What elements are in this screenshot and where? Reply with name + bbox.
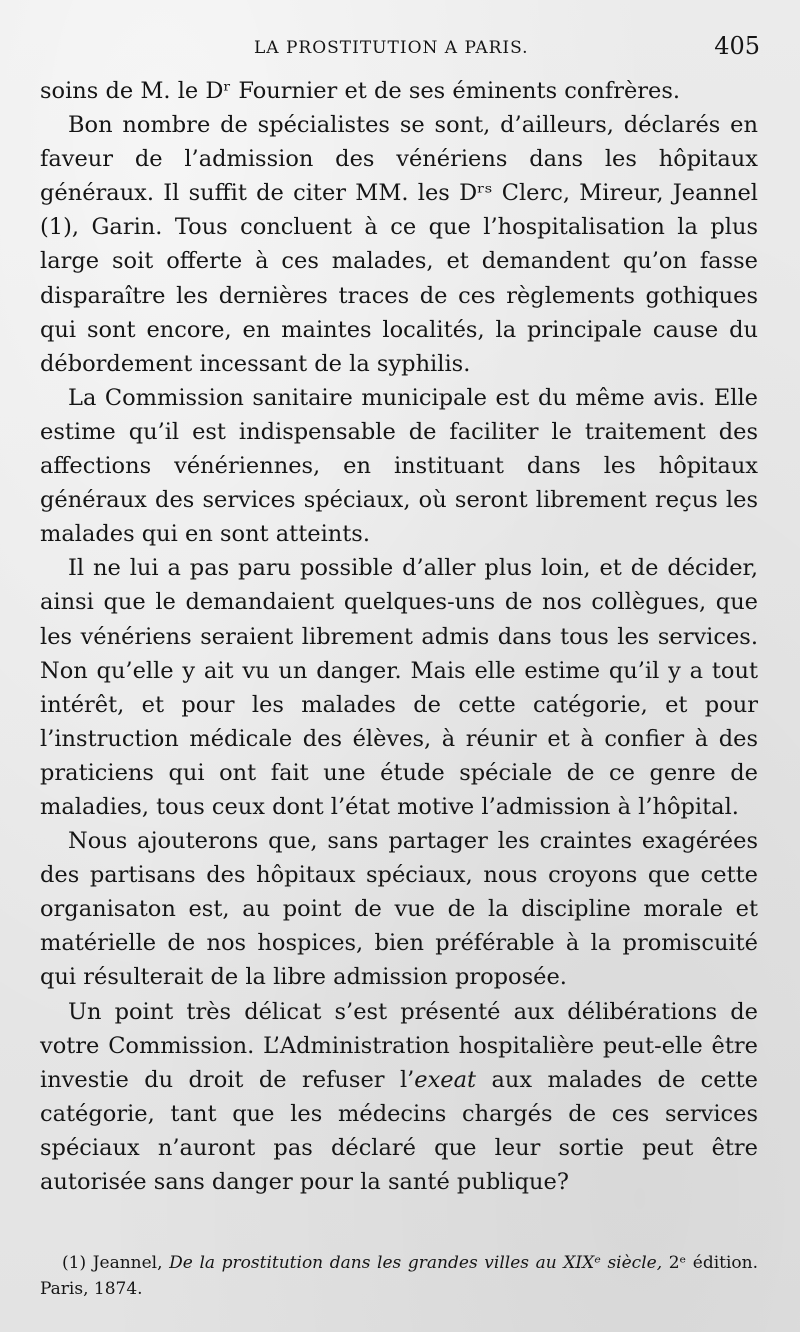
running-title: LA PROSTITUTION A PARIS. — [254, 38, 529, 58]
footnote-marker: (1) Jeannel, — [62, 1253, 170, 1273]
italic-term: exeat — [414, 1066, 477, 1093]
paragraph: La Commission sanitaire municipale est du même avis. Elle estime qu’il est indispensable de faciliter le traitement des affections vénériennes, en instituant dans les hôpitaux généraux des services spéciaux, où seront librement reçus les malades qui en sont atteints. — [40, 384, 758, 548]
paragraph: Nous ajouterons que, sans partager les craintes exagérées des partisans des hôpitaux spéciaux, nous croyons que cette organisaton est, au point de vue de la discipline morale et matérielle de nos hospices, bien préférable à la promiscuité qui résulterait de la libre admission proposée. — [40, 828, 758, 991]
body-text — [40, 74, 758, 1199]
paragraph-text: aux malades de cette catégorie, tant que les médecins chargés de ces services spéciaux n’auront pas déclaré que leur sortie peut être autorisée sans danger pour la santé publique? — [40, 1066, 758, 1195]
footnote — [40, 1250, 758, 1302]
footnote-title: De la prostitution dans les grandes villes au XIXᵉ siècle, — [169, 1253, 663, 1273]
paragraph-text: Un point très délicat s’est présenté aux délibérations de votre Commission. L’Administration hospitalière peut-elle être investie du droit de refuser l’ — [40, 998, 758, 1093]
page-header — [40, 28, 760, 68]
paragraph: Bon nombre de spécialistes se sont, d’ailleurs, déclarés en faveur de l’admission des vénériens dans les hôpitaux généraux. Il suffit de citer MM. les Dʳˢ Clerc, Mireur, Jeannel (1), Garin. Tous concluent à ce que l’hospitalisation la plus large soit offerte à ces malades, et demandent qu’on fasse disparaître les dernières traces de ces règlements gothiques qui sont encore, en maintes localités, la principale cause du débordement incessant de la syphilis. — [40, 112, 758, 377]
paragraph: Il ne lui a pas paru possible d’aller plus loin, et de décider, ainsi que le demandaient quelques-uns de nos collègues, que les vénériens seraient librement admis dans tous les services. Non qu’elle y ait vu un danger. Mais elle estime qu’il y a tout intérêt, et pour les malades de cette catégorie, et pour l’instruction médicale des élèves, à réunir et à confier à des praticiens qui ont fait une étude spéciale de ce genre de maladies, tous ceux dont l’état motive l’admission à l’hôpital. — [40, 555, 758, 820]
paragraph-continuation: soins de M. le Dʳ Fournier et de ses éminents confrères. — [40, 78, 681, 104]
page-number: 405 — [714, 32, 760, 60]
paragraph — [40, 995, 758, 1200]
footnote-text: 2ᵉ édition. Paris, 1874. — [40, 1253, 758, 1299]
